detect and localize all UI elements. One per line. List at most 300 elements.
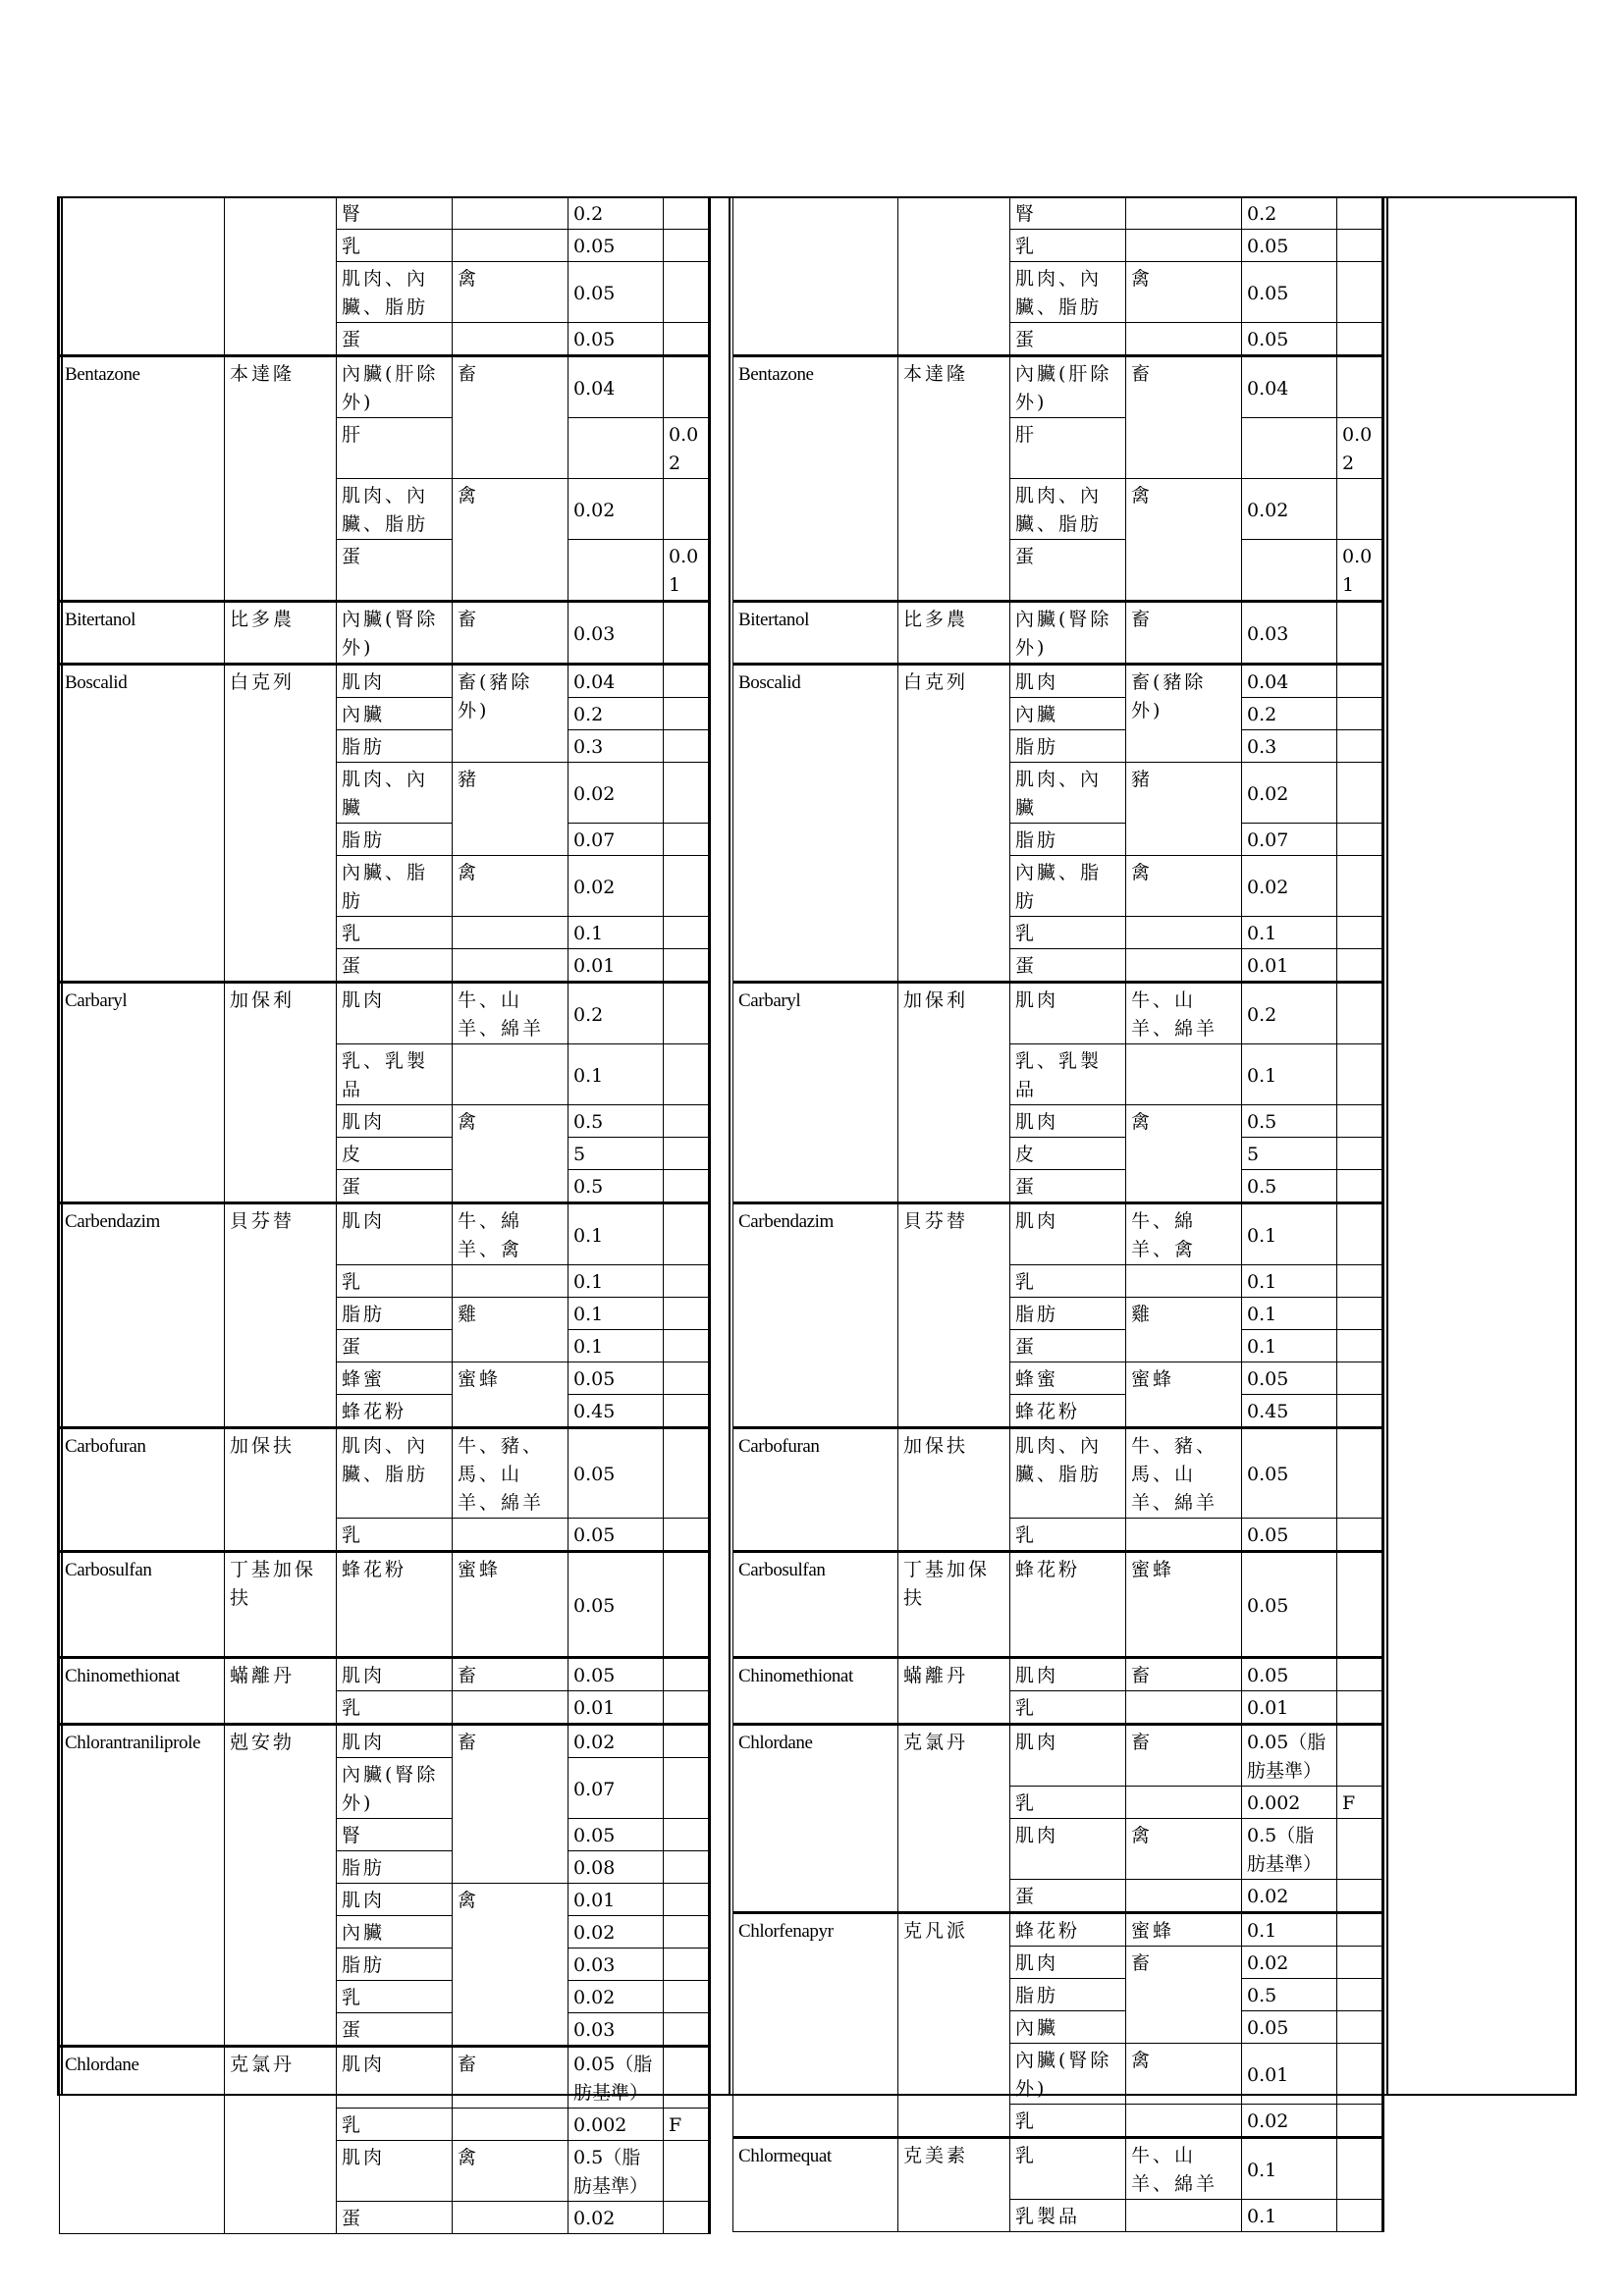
cell-part: 腎 xyxy=(337,197,453,230)
cell-val: 0.02 xyxy=(1242,2105,1337,2138)
cell-part: 蜂蜜 xyxy=(337,1362,453,1395)
cell-last xyxy=(664,1330,710,1362)
table-row xyxy=(60,983,710,1044)
cell-val: 0.05（脂肪基準） xyxy=(568,2047,664,2109)
cell-last xyxy=(1337,1362,1383,1395)
cell-animal: 雞 xyxy=(1126,1298,1242,1362)
cell-last xyxy=(1337,1265,1383,1298)
cell-part: 乳 xyxy=(1010,1519,1126,1552)
cell-last xyxy=(1337,1298,1383,1330)
cell-name: Carbaryl xyxy=(60,983,225,1203)
cell-last xyxy=(664,1884,710,1916)
cell-last xyxy=(664,983,710,1044)
cell-part: 乳 xyxy=(337,917,453,949)
cell-animal: 牛、山羊、綿羊 xyxy=(1126,2138,1242,2200)
cell-part: 乳 xyxy=(1010,230,1126,262)
cell-cn: 加保扶 xyxy=(898,1428,1010,1552)
cell-last xyxy=(664,1203,710,1265)
table-row xyxy=(733,1658,1383,1691)
cell-name: Carbosulfan xyxy=(60,1552,225,1658)
cell-val: 0.05 xyxy=(1242,1658,1337,1691)
cell-val: 0.02 xyxy=(1242,763,1337,824)
cell-val: 0.1 xyxy=(1242,1330,1337,1362)
cell-val: 0.2 xyxy=(568,983,664,1044)
cell-last xyxy=(664,1552,710,1658)
cell-part: 乳、乳製品 xyxy=(1010,1044,1126,1105)
cell-animal xyxy=(453,230,568,262)
cell-part: 肌肉、內臟、脂肪 xyxy=(337,262,453,323)
cell-val: 0.1 xyxy=(1242,1298,1337,1330)
cell-last xyxy=(1337,2044,1383,2105)
cell-val: 0.05 xyxy=(568,1428,664,1519)
cell-cn: 本達隆 xyxy=(225,356,337,602)
cell-part: 蛋 xyxy=(1010,323,1126,356)
cell-val: 0.02 xyxy=(568,2202,664,2234)
cell-part: 內臟(肝除外) xyxy=(1010,356,1126,418)
cell-val: 0.05 xyxy=(568,262,664,323)
cell-last xyxy=(1337,197,1383,230)
cell-part: 脂肪 xyxy=(337,730,453,763)
cell-animal: 雞 xyxy=(453,1298,568,1362)
cell-part: 蛋 xyxy=(337,2202,453,2234)
cell-last xyxy=(664,1395,710,1428)
cell-val: 0.02 xyxy=(1242,1947,1337,1979)
table-row xyxy=(60,2047,710,2109)
cell-part: 肝 xyxy=(1010,418,1126,479)
cell-part: 乳 xyxy=(337,2109,453,2141)
cell-last xyxy=(1337,917,1383,949)
cell-val: 0.05 xyxy=(568,230,664,262)
cell-part: 內臟、脂肪 xyxy=(337,856,453,917)
cell-val: 0.05 xyxy=(1242,230,1337,262)
cell-val: 0.05 xyxy=(568,323,664,356)
cell-last xyxy=(664,1519,710,1552)
cell-part: 脂肪 xyxy=(337,1949,453,1981)
cell-animal: 畜 xyxy=(453,602,568,665)
cell-val: 0.05 xyxy=(1242,1519,1337,1552)
cell-name xyxy=(733,197,898,356)
cell-animal xyxy=(1126,1691,1242,1725)
left-residue-table xyxy=(59,196,711,2234)
cell-name: Bitertanol xyxy=(733,602,898,665)
cell-animal: 蜜蜂 xyxy=(1126,1552,1242,1658)
cell-cn xyxy=(898,197,1010,356)
cell-val: 0.07 xyxy=(568,1758,664,1819)
cell-last xyxy=(664,1298,710,1330)
cell-last xyxy=(1337,1979,1383,2011)
cell-last xyxy=(664,1691,710,1725)
cell-val: 0.05 xyxy=(1242,323,1337,356)
cell-part: 脂肪 xyxy=(1010,1979,1126,2011)
cell-animal xyxy=(1126,1880,1242,1913)
cell-part: 蜂花粉 xyxy=(337,1552,453,1658)
table-row xyxy=(733,983,1383,1044)
cell-last xyxy=(664,949,710,983)
cell-last xyxy=(664,2013,710,2047)
table-row xyxy=(733,1203,1383,1265)
cell-val: 0.02 xyxy=(568,1916,664,1949)
cell-val: 0.5（脂肪基準） xyxy=(1242,1819,1337,1880)
cell-last xyxy=(1337,1725,1383,1787)
table-row xyxy=(733,2138,1383,2200)
cell-val: 0.1 xyxy=(1242,2200,1337,2232)
cell-last xyxy=(1337,602,1383,665)
cell-last xyxy=(1337,479,1383,540)
cell-cn: 加保利 xyxy=(225,983,337,1203)
cell-part: 蛋 xyxy=(337,2013,453,2047)
cell-name: Chlorantraniliprole xyxy=(60,1725,225,2047)
cell-last xyxy=(1337,1947,1383,1979)
cell-val: 0.02 xyxy=(1242,1880,1337,1913)
cell-val: 0.1 xyxy=(568,1044,664,1105)
cell-cn: 本達隆 xyxy=(898,356,1010,602)
cell-last: F xyxy=(1337,1787,1383,1819)
cell-cn: 貝芬替 xyxy=(225,1203,337,1428)
cell-part: 肌肉 xyxy=(1010,1658,1126,1691)
cell-last xyxy=(1337,983,1383,1044)
cell-part: 內臟 xyxy=(337,698,453,730)
cell-last: 0.01 xyxy=(1337,540,1383,602)
cell-val: 0.05 xyxy=(568,1519,664,1552)
table-row xyxy=(733,1428,1383,1519)
cell-val: 0.01 xyxy=(1242,949,1337,983)
cell-name: Carbosulfan xyxy=(733,1552,898,1658)
cell-last xyxy=(664,1362,710,1395)
cell-cn: 克美素 xyxy=(898,2138,1010,2232)
cell-part: 肌肉 xyxy=(337,983,453,1044)
cell-cn: 丁基加保扶 xyxy=(898,1552,1010,1658)
cell-val: 0.5 xyxy=(1242,1105,1337,1138)
cell-animal: 畜 xyxy=(453,356,568,479)
cell-animal xyxy=(1126,2105,1242,2138)
cell-part: 肌肉 xyxy=(337,1203,453,1265)
cell-animal: 牛、山羊、綿羊 xyxy=(1126,983,1242,1044)
cell-animal xyxy=(453,1519,568,1552)
cell-last xyxy=(1337,1170,1383,1203)
cell-animal: 畜(豬除外) xyxy=(1126,665,1242,763)
cell-animal xyxy=(453,917,568,949)
table-row xyxy=(60,1428,710,1519)
cell-last xyxy=(1337,824,1383,856)
cell-animal: 畜 xyxy=(453,2047,568,2109)
cell-val: 0.05 xyxy=(1242,262,1337,323)
cell-cn: 克氯丹 xyxy=(225,2047,337,2234)
cell-part: 肌肉、內臟、脂肪 xyxy=(1010,1428,1126,1519)
cell-part: 蜂花粉 xyxy=(1010,1395,1126,1428)
cell-last xyxy=(664,1725,710,1758)
cell-val: 0.002 xyxy=(568,2109,664,2141)
cell-val: 0.2 xyxy=(1242,197,1337,230)
cell-part: 蛋 xyxy=(1010,949,1126,983)
cell-animal: 禽 xyxy=(453,262,568,323)
cell-last xyxy=(664,1758,710,1819)
cell-val: 0.04 xyxy=(1242,356,1337,418)
cell-part: 內臟、脂肪 xyxy=(1010,856,1126,917)
cell-name: Carbofuran xyxy=(733,1428,898,1552)
table-row xyxy=(733,602,1383,665)
cell-name: Bitertanol xyxy=(60,602,225,665)
cell-name: Chlordane xyxy=(733,1725,898,1913)
cell-part: 肌肉 xyxy=(1010,983,1126,1044)
cell-animal xyxy=(453,2109,568,2141)
cell-val: 0.1 xyxy=(568,1330,664,1362)
cell-val: 0.03 xyxy=(1242,602,1337,665)
cell-val: 0.05 xyxy=(568,1819,664,1851)
cell-val: 5 xyxy=(1242,1138,1337,1170)
cell-part: 蜂花粉 xyxy=(1010,1552,1126,1658)
cell-last xyxy=(1337,1138,1383,1170)
cell-animal: 禽 xyxy=(453,2141,568,2202)
cell-last xyxy=(664,1658,710,1691)
cell-animal: 蜜蜂 xyxy=(1126,1913,1242,1947)
cell-val: 5 xyxy=(568,1138,664,1170)
cell-last xyxy=(1337,1552,1383,1658)
cell-part: 肌肉 xyxy=(337,2141,453,2202)
table-row xyxy=(60,665,710,698)
cell-last xyxy=(664,2141,710,2202)
cell-last xyxy=(1337,230,1383,262)
cell-part: 肌肉 xyxy=(1010,1725,1126,1787)
cell-val: 0.2 xyxy=(568,197,664,230)
cell-cn xyxy=(225,197,337,356)
cell-part: 蛋 xyxy=(1010,1330,1126,1362)
cell-val: 0.01 xyxy=(568,1691,664,1725)
cell-part: 肌肉 xyxy=(337,665,453,698)
cell-val: 0.45 xyxy=(1242,1395,1337,1428)
cell-last: 0.02 xyxy=(1337,418,1383,479)
cell-part: 內臟 xyxy=(1010,698,1126,730)
cell-val: 0.05 xyxy=(1242,1428,1337,1519)
cell-part: 肌肉 xyxy=(1010,1203,1126,1265)
cell-last xyxy=(1337,1519,1383,1552)
cell-val: 0.5 xyxy=(1242,1979,1337,2011)
cell-last xyxy=(664,763,710,824)
cell-val: 0.03 xyxy=(568,1949,664,1981)
cell-animal: 禽 xyxy=(1126,479,1242,602)
cell-last xyxy=(1337,323,1383,356)
table-row xyxy=(60,1725,710,1758)
cell-cn: 克氯丹 xyxy=(898,1725,1010,1913)
cell-name: Carbendazim xyxy=(60,1203,225,1428)
cell-last xyxy=(1337,2105,1383,2138)
cell-cn: 比多農 xyxy=(898,602,1010,665)
cell-animal: 禽 xyxy=(453,1884,568,2047)
cell-part: 內臟 xyxy=(1010,2011,1126,2044)
cell-part: 乳 xyxy=(1010,1265,1126,1298)
table-row xyxy=(733,1913,1383,1947)
cell-last xyxy=(664,479,710,540)
cell-last xyxy=(1337,1913,1383,1947)
cell-val: 0.02 xyxy=(1242,479,1337,540)
cell-animal xyxy=(453,949,568,983)
cell-part: 內臟(腎除外) xyxy=(337,602,453,665)
cell-part: 肌肉 xyxy=(337,1884,453,1916)
cell-val xyxy=(1242,418,1337,479)
cell-animal xyxy=(1126,1265,1242,1298)
cell-part: 肌肉、內臟、脂肪 xyxy=(337,479,453,540)
table-row xyxy=(733,665,1383,698)
cell-cn: 白克列 xyxy=(225,665,337,983)
cell-last xyxy=(1337,856,1383,917)
cell-val: 0.2 xyxy=(1242,983,1337,1044)
cell-last xyxy=(664,824,710,856)
cell-last xyxy=(664,1265,710,1298)
cell-animal: 牛、綿羊、禽 xyxy=(1126,1203,1242,1265)
cell-part: 內臟(腎除外) xyxy=(337,1758,453,1819)
cell-last: 0.01 xyxy=(664,540,710,602)
cell-part: 肌肉 xyxy=(1010,1947,1126,1979)
cell-animal xyxy=(1126,197,1242,230)
cell-part: 皮 xyxy=(1010,1138,1126,1170)
cell-last xyxy=(1337,1880,1383,1913)
cell-animal xyxy=(1126,323,1242,356)
cell-animal xyxy=(453,2202,568,2234)
cell-animal: 畜 xyxy=(453,1658,568,1691)
cell-val: 0.1 xyxy=(568,1298,664,1330)
cell-last xyxy=(1337,763,1383,824)
cell-part: 蛋 xyxy=(1010,1880,1126,1913)
cell-part: 乳 xyxy=(337,230,453,262)
cell-animal: 牛、綿羊、禽 xyxy=(453,1203,568,1265)
column-gutter xyxy=(709,196,731,2096)
cell-part: 脂肪 xyxy=(1010,1298,1126,1330)
cell-val: 0.04 xyxy=(568,356,664,418)
cell-last xyxy=(1337,2200,1383,2232)
cell-last xyxy=(664,730,710,763)
cell-part: 脂肪 xyxy=(1010,824,1126,856)
cell-part: 蜂花粉 xyxy=(337,1395,453,1428)
cell-last xyxy=(1337,1691,1383,1725)
cell-val: 0.1 xyxy=(1242,917,1337,949)
cell-cn: 蟎離丹 xyxy=(225,1658,337,1725)
cell-last xyxy=(664,1138,710,1170)
cell-part: 內臟 xyxy=(337,1916,453,1949)
cell-animal xyxy=(453,1265,568,1298)
cell-val: 0.07 xyxy=(568,824,664,856)
cell-val: 0.2 xyxy=(1242,698,1337,730)
cell-cn: 蟎離丹 xyxy=(898,1658,1010,1725)
cell-cn: 加保利 xyxy=(898,983,1010,1203)
cell-name: Chlormequat xyxy=(733,2138,898,2232)
cell-animal: 禽 xyxy=(453,856,568,917)
cell-val: 0.02 xyxy=(1242,856,1337,917)
cell-val: 0.05 xyxy=(568,1658,664,1691)
cell-last xyxy=(1337,1330,1383,1362)
cell-part: 內臟(腎除外) xyxy=(1010,602,1126,665)
cell-val: 0.1 xyxy=(1242,1265,1337,1298)
cell-part: 肌肉、內臟、脂肪 xyxy=(1010,262,1126,323)
cell-part: 肌肉 xyxy=(337,1725,453,1758)
cell-animal xyxy=(1126,2200,1242,2232)
cell-part: 脂肪 xyxy=(337,824,453,856)
cell-name: Chinomethionat xyxy=(733,1658,898,1725)
table-row xyxy=(733,1552,1383,1658)
cell-last xyxy=(664,356,710,418)
cell-val: 0.01 xyxy=(1242,1691,1337,1725)
cell-animal: 禽 xyxy=(453,1105,568,1203)
cell-last xyxy=(664,1851,710,1884)
cell-last xyxy=(1337,2011,1383,2044)
cell-val: 0.03 xyxy=(568,602,664,665)
cell-animal: 畜 xyxy=(1126,602,1242,665)
cell-last xyxy=(664,197,710,230)
cell-name: Carbendazim xyxy=(733,1203,898,1428)
cell-animal: 禽 xyxy=(1126,262,1242,323)
table-row xyxy=(60,197,710,230)
cell-animal xyxy=(1126,1044,1242,1105)
cell-val: 0.04 xyxy=(568,665,664,698)
cell-part: 肌肉、內臟 xyxy=(1010,763,1126,824)
cell-part: 乳製品 xyxy=(1010,2200,1126,2232)
cell-val: 0.01 xyxy=(1242,2044,1337,2105)
cell-last: F xyxy=(664,2109,710,2141)
cell-animal xyxy=(453,1691,568,1725)
cell-part: 腎 xyxy=(337,1819,453,1851)
cell-part: 蛋 xyxy=(337,323,453,356)
cell-part: 乳 xyxy=(1010,917,1126,949)
cell-val: 0.05（脂肪基準） xyxy=(1242,1725,1337,1787)
right-residue-table xyxy=(732,196,1384,2232)
remarks-column xyxy=(1386,196,1577,2096)
cell-name: Chlorfenapyr xyxy=(733,1913,898,2138)
cell-animal: 畜 xyxy=(1126,1658,1242,1691)
cell-part: 乳 xyxy=(337,1265,453,1298)
cell-part: 肌肉 xyxy=(337,2047,453,2109)
cell-val xyxy=(1242,540,1337,602)
cell-animal: 畜 xyxy=(1126,1725,1242,1787)
table-row xyxy=(60,1203,710,1265)
cell-animal xyxy=(1126,917,1242,949)
cell-part: 乳 xyxy=(1010,2105,1126,2138)
cell-part: 乳 xyxy=(337,1519,453,1552)
cell-cn: 剋安勃 xyxy=(225,1725,337,2047)
cell-cn: 丁基加保扶 xyxy=(225,1552,337,1658)
cell-part: 肌肉 xyxy=(1010,665,1126,698)
cell-cn: 貝芬替 xyxy=(898,1203,1010,1428)
cell-val: 0.3 xyxy=(568,730,664,763)
cell-val: 0.5 xyxy=(568,1170,664,1203)
cell-val: 0.02 xyxy=(568,763,664,824)
cell-val: 0.02 xyxy=(568,856,664,917)
cell-part: 肌肉 xyxy=(337,1658,453,1691)
cell-animal xyxy=(1126,1519,1242,1552)
cell-part: 肌肉、內臟、脂肪 xyxy=(337,1428,453,1519)
cell-animal xyxy=(1126,230,1242,262)
cell-last: 0.02 xyxy=(664,418,710,479)
cell-name xyxy=(60,197,225,356)
cell-part: 蛋 xyxy=(337,1170,453,1203)
cell-name: Chlordane xyxy=(60,2047,225,2234)
cell-cn: 比多農 xyxy=(225,602,337,665)
cell-val: 0.45 xyxy=(568,1395,664,1428)
cell-animal xyxy=(453,197,568,230)
left-table-column xyxy=(59,196,711,2234)
table-row xyxy=(60,602,710,665)
cell-part: 肌肉 xyxy=(337,1105,453,1138)
cell-last xyxy=(1337,1105,1383,1138)
cell-last xyxy=(664,230,710,262)
cell-val: 0.03 xyxy=(568,2013,664,2047)
cell-part: 蜂蜜 xyxy=(1010,1362,1126,1395)
table-row xyxy=(60,356,710,418)
cell-part: 乳 xyxy=(337,1981,453,2013)
table-row xyxy=(733,356,1383,418)
cell-val: 0.08 xyxy=(568,1851,664,1884)
cell-val: 0.05 xyxy=(1242,2011,1337,2044)
cell-val: 0.07 xyxy=(1242,824,1337,856)
cell-val: 0.5（脂肪基準） xyxy=(568,2141,664,2202)
cell-val: 0.1 xyxy=(1242,2138,1337,2200)
